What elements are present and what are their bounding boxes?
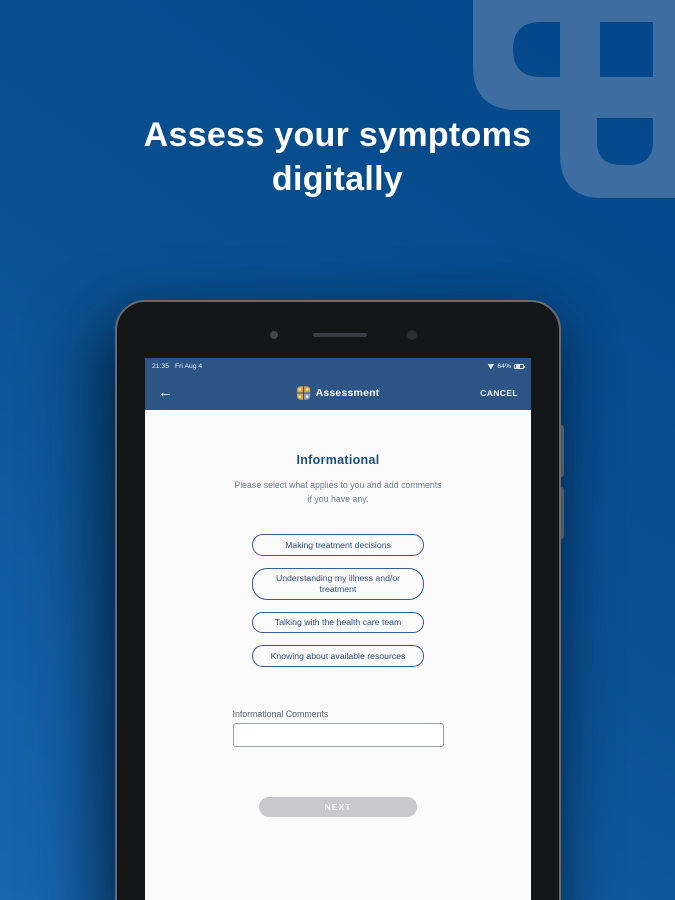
hero-headline xyxy=(0,113,675,201)
instructions-line2: if you have any. xyxy=(307,493,369,504)
hero-headline-line1: Assess your symptoms xyxy=(143,116,532,154)
option-chip-talking-with-team[interactable]: Talking with the health care team xyxy=(252,612,424,634)
wifi-icon xyxy=(487,364,494,370)
comments-label: Informational Comments xyxy=(232,708,329,719)
section-heading: Informational xyxy=(296,453,380,467)
option-chip-list xyxy=(252,534,424,667)
app-screen xyxy=(145,358,531,900)
battery-percent: 64% xyxy=(497,363,511,370)
assessment-form xyxy=(145,410,531,900)
back-button[interactable]: ← xyxy=(158,384,173,401)
comments-group xyxy=(233,709,444,747)
light-sensor-icon xyxy=(407,330,417,340)
comments-input[interactable] xyxy=(233,723,444,747)
status-time: 21:35 xyxy=(152,363,170,370)
battery-icon xyxy=(514,364,524,370)
front-camera-icon xyxy=(270,331,278,339)
tablet-frame xyxy=(115,300,561,900)
speaker-grille xyxy=(313,333,367,337)
app-bar-title-group xyxy=(297,375,380,410)
instructions-line1: Please select what applies to you and add comments xyxy=(234,480,442,490)
option-chip-understanding-illness[interactable]: Understanding my illness and/or treatment xyxy=(252,568,424,600)
status-date: Fri Aug 4 xyxy=(175,363,203,370)
section-instructions xyxy=(234,479,441,506)
status-bar-left xyxy=(152,363,202,370)
hero-headline-line2: digitally xyxy=(271,160,404,198)
cancel-button[interactable]: CANCEL xyxy=(480,387,518,398)
option-chip-knowing-resources[interactable]: Knowing about available resources xyxy=(252,645,424,667)
app-bar xyxy=(145,375,531,410)
clover-cross-logo-icon xyxy=(297,386,311,400)
tablet-mockup xyxy=(115,300,561,900)
status-bar xyxy=(145,358,531,375)
option-chip-making-treatment-decisions[interactable]: Making treatment decisions xyxy=(252,534,424,556)
next-button[interactable]: NEXT xyxy=(259,797,417,817)
status-bar-right xyxy=(487,363,524,370)
app-bar-title: Assessment xyxy=(315,386,380,399)
